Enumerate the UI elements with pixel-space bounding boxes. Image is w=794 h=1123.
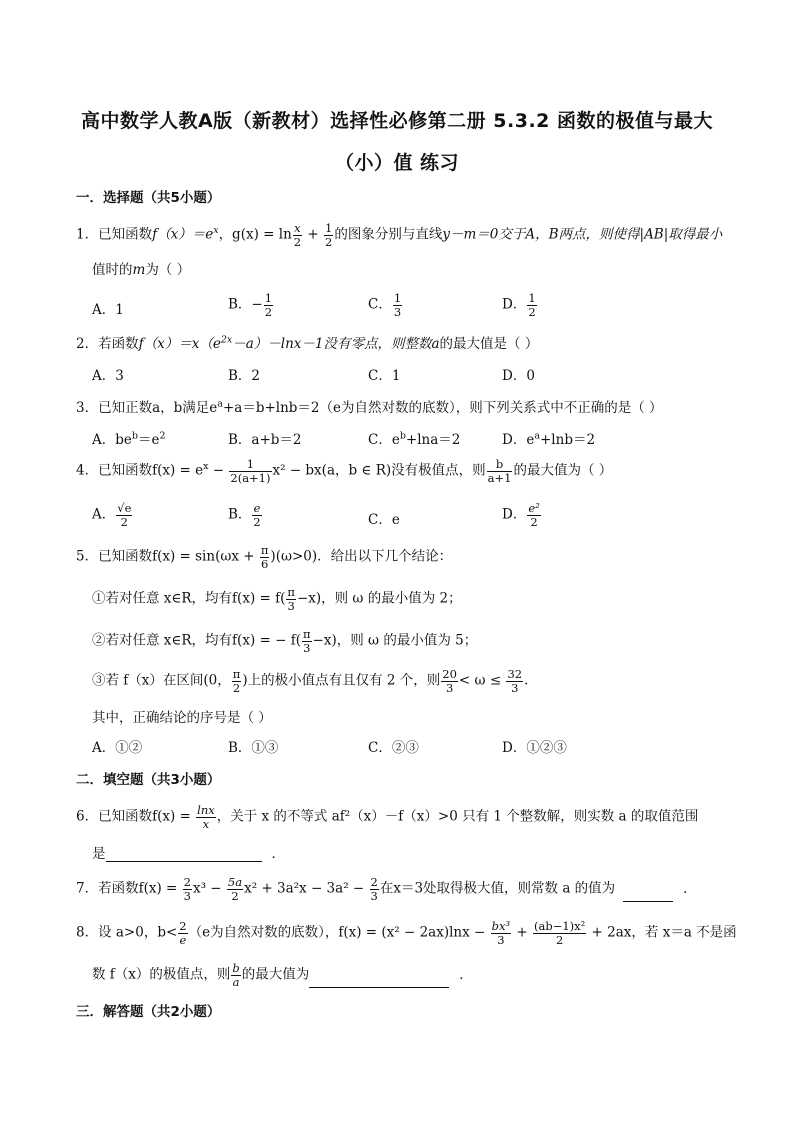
fraction: $\frac{x}{2}$ [293, 221, 302, 249]
question-7: 7．若函数f(x) = $\frac{2}{3}$ x³ − $\frac{5a}{2}$ x² + 3a²x − 3a² − $\frac{2}{3}$ 在x＝3处取得极大值，则常数 a 的值为 ． [76, 875, 697, 903]
q2-option-d[interactable]: D．0 [502, 368, 535, 384]
q5-claim-2: ②若对任意 x∈R，均有f(x) = − f( $\frac{\pi}{3}$ −x)，则 ω 的最小值为 5； [92, 627, 478, 655]
q5-claim-3: ③若 f（x）在区间(0， $\frac{\pi}{2}$ )上的极小值点有且仅有 2 个，则 $\frac{20}{3}$ < ω ≤ $\frac{32}{3}$ . [92, 667, 529, 695]
q3-option-c[interactable]: C．$e^b+\ln a=2$ [368, 430, 461, 448]
q5-option-d[interactable]: D．①②③ [502, 740, 567, 756]
question-1-line1: 1．已知函数$f(x)=e^x$，g(x) = ln $\frac{x}{2}$ + $\frac{1}{2}$ 的图象分别与直线y－m＝0交于A，B两点，则使得|AB|取得最小 [76, 221, 723, 249]
question-1-line2: 值时的m为（ ） [92, 262, 191, 278]
fraction: $\frac{1}{2}$ [325, 221, 333, 249]
q3-option-a[interactable]: A．$be^b=e^2$ [92, 430, 166, 448]
q5-question: 其中，正确结论的序号是（ ） [92, 710, 272, 726]
q4-option-c[interactable]: C．e [368, 512, 400, 528]
q2-option-b[interactable]: B．2 [228, 368, 261, 384]
question-2: 2．若函数$f(x)=x(e^{2x}-a)-\ln x-1$没有零点，则整数a的最大值是（ ） [76, 334, 539, 352]
answer-blank[interactable] [309, 973, 449, 988]
q4-option-d[interactable]: D． $\frac{\text{e²}}{2}$ [502, 501, 540, 529]
answer-blank[interactable] [106, 847, 262, 862]
q5-option-c[interactable]: C．②③ [368, 740, 419, 756]
page-title-line1: 高中数学人教A版（新教材）选择性必修第二册 5.3.2 函数的极值与最大 [80, 110, 714, 132]
section-heading-solve: 三．解答题（共2小题） [76, 1004, 221, 1020]
q5-option-a[interactable]: A．①② [92, 740, 143, 756]
question-4: 4．已知函数$f(x) = e^x$ − $\frac{1}{2(a+1)}$ x² − bx(a，b ∈ R)没有极值点，则 $\frac{b}{a+1}$ 的最大值为（ ） [76, 457, 613, 485]
q3-option-b[interactable]: B．a+b＝2 [228, 432, 302, 448]
q4-option-a[interactable]: A． $\frac{√e}{2}$ [92, 501, 132, 529]
section-heading-fill: 二．填空题（共3小题） [76, 772, 221, 788]
q1-option-b[interactable]: B．− $\frac{1}{2}$ [228, 291, 273, 319]
q5-claim-1: ①若对任意 x∈R，均有f(x) = f( $\frac{\pi}{3}$ −x)，则 ω 的最小值为 2； [92, 585, 462, 613]
q3-option-d[interactable]: D．$e^a+\ln b=2$ [502, 430, 596, 448]
q2-option-a[interactable]: A．3 [92, 368, 124, 384]
question-8-line2: 数 f（x）的极值点，则 $\frac{b}{a}$ 的最大值为 ． [92, 961, 473, 989]
q2-option-c[interactable]: C．1 [368, 368, 401, 384]
question-6: 6．已知函数f(x) = $\frac{\ln x}{x}$ ，关于 x 的不等式 af²（x）－f（x）>0 只有 1 个整数解，则实数 a 的取值范围 [76, 803, 699, 831]
answer-blank[interactable] [623, 887, 673, 902]
question-5: 5．已知函数f(x) = sin(ωx + $\frac{\pi}{6}$ )(ω>0)．给出以下几个结论： [76, 543, 453, 571]
q1-option-d[interactable]: D． $\frac{1}{2}$ [502, 291, 536, 319]
q1-option-c[interactable]: C． $\frac{1}{3}$ [368, 291, 402, 319]
section-heading-choice: 一．选择题（共5小题） [76, 190, 221, 206]
q4-option-b[interactable]: B． $\frac{e}{2}$ [228, 501, 261, 529]
question-3: 3．已知正数a，b满足$e^a+a=b+\ln b=2(e$为自然对数的底数），则下列关系式中不正确的是（ ） [76, 398, 663, 416]
question-8: 8．设 a>0，b< $\frac{2}{e}$ （e为自然对数的底数），f(x) = (x² − 2ax)lnx − $\frac{\text{bx³}}{3}$ + $\frac{\text{(ab−1)x²}}{2}$ + 2ax，若 x＝a 不是函 [76, 919, 737, 947]
question-6-line2: 是 ． [92, 846, 285, 862]
page-title-line2: （小）值 练习 [334, 152, 460, 174]
q1-option-a[interactable]: A．1 [92, 302, 124, 318]
q5-option-b[interactable]: B．①③ [228, 740, 279, 756]
